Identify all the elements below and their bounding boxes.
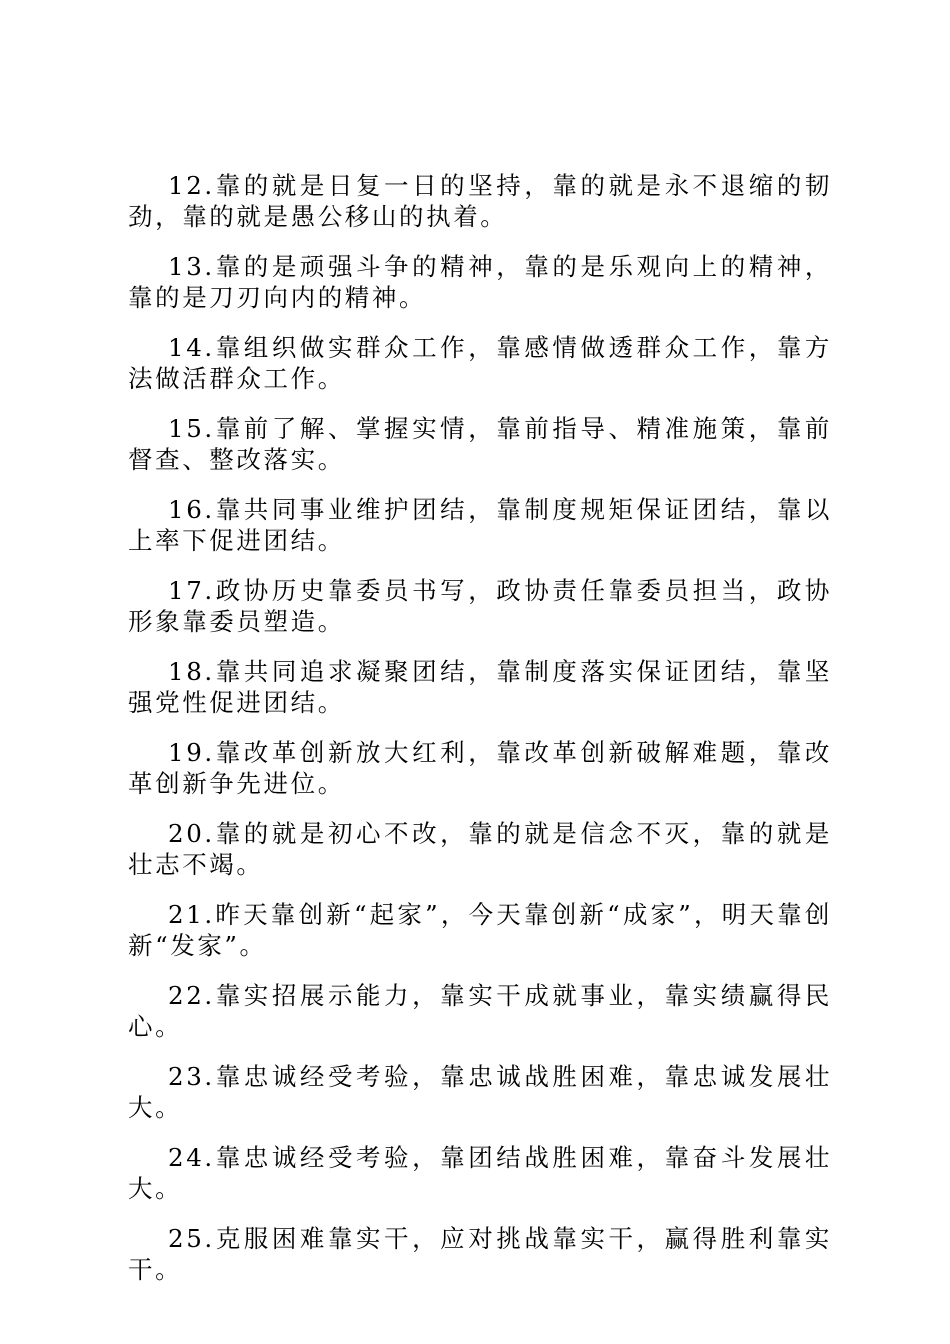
list-item: 23.靠忠诚经受考验，靠忠诚战胜困难，靠忠诚发展壮大。 bbox=[128, 1062, 832, 1122]
list-item: 17.政协历史靠委员书写，政协责任靠委员担当，政协形象靠委员塑造。 bbox=[128, 576, 832, 636]
list-item: 14.靠组织做实群众工作，靠感情做透群众工作，靠方法做活群众工作。 bbox=[128, 333, 832, 393]
list-item: 15.靠前了解、掌握实情，靠前指导、精准施策，靠前督查、整改落实。 bbox=[128, 414, 832, 474]
list-item: 16.靠共同事业维护团结，靠制度规矩保证团结，靠以上率下促进团结。 bbox=[128, 495, 832, 555]
list-item: 22.靠实招展示能力，靠实干成就事业，靠实绩赢得民心。 bbox=[128, 981, 832, 1041]
list-item: 21.昨天靠创新“起家”，今天靠创新“成家”，明天靠创新“发家”。 bbox=[128, 900, 832, 960]
document-body bbox=[128, 170, 832, 1304]
list-item: 19.靠改革创新放大红利，靠改革创新破解难题，靠改革创新争先进位。 bbox=[128, 738, 832, 798]
list-item: 12.靠的就是日复一日的坚持，靠的就是永不退缩的韧劲，靠的就是愚公移山的执着。 bbox=[128, 171, 832, 231]
list-item: 25.克服困难靠实干，应对挑战靠实干，赢得胜利靠实干。 bbox=[128, 1224, 832, 1284]
list-item: 20.靠的就是初心不改，靠的就是信念不灭，靠的就是壮志不竭。 bbox=[128, 819, 832, 879]
list-item: 18.靠共同追求凝聚团结，靠制度落实保证团结，靠坚强党性促进团结。 bbox=[128, 657, 832, 717]
list-item: 24.靠忠诚经受考验，靠团结战胜困难，靠奋斗发展壮大。 bbox=[128, 1143, 832, 1203]
list-item: 13.靠的是顽强斗争的精神，靠的是乐观向上的精神，靠的是刀刃向内的精神。 bbox=[128, 252, 832, 312]
